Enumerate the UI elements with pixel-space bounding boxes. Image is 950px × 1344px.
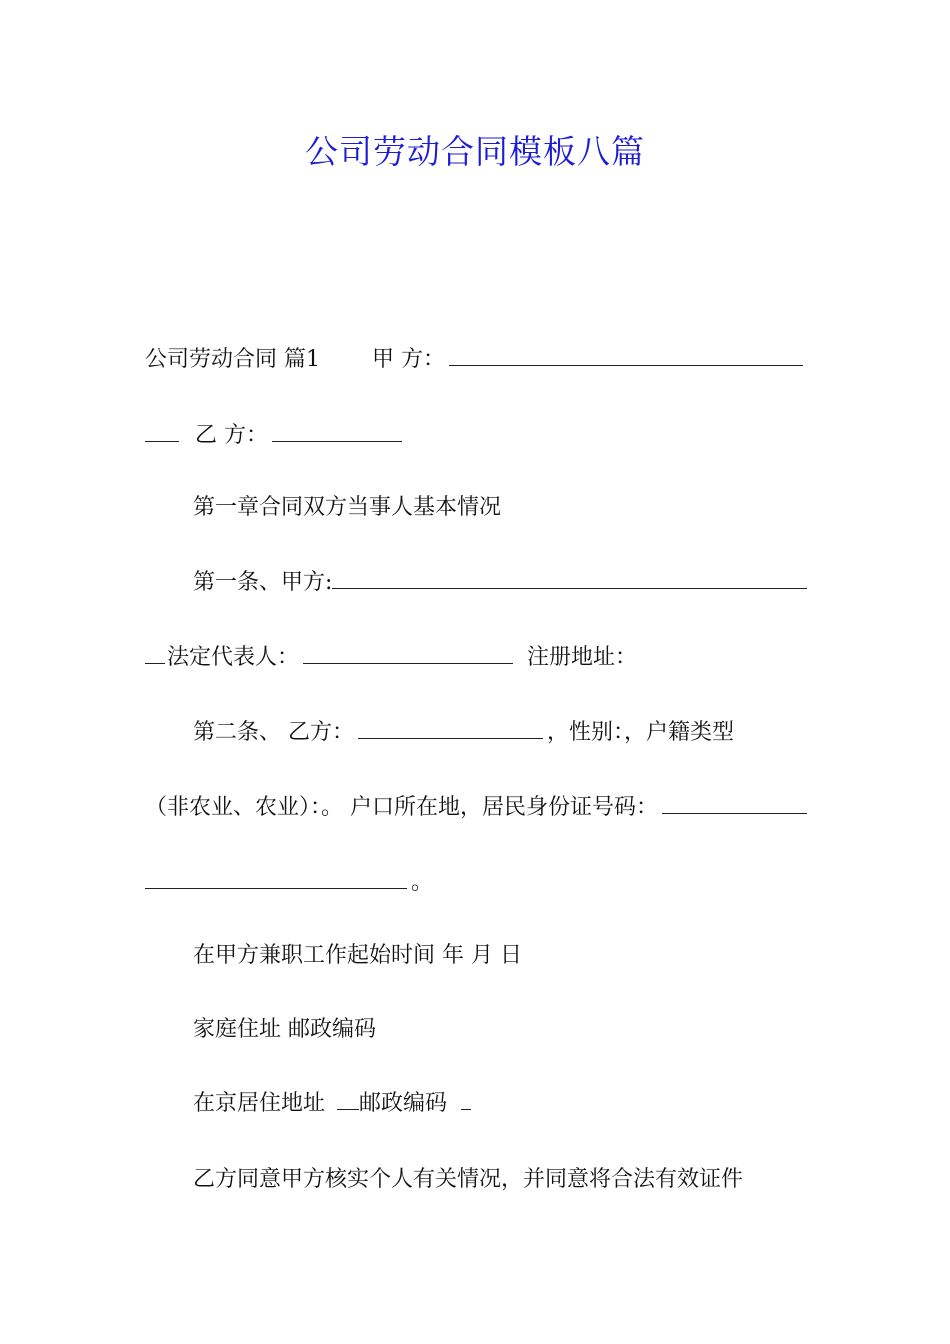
postal-code-label: 邮政编码 — [359, 1091, 448, 1116]
home-address-text: 家庭住址 邮政编码 — [193, 1017, 376, 1042]
line-party-a — [145, 342, 807, 378]
continuation-blank-2 — [145, 641, 165, 664]
registered-address-label: 注册地址： — [527, 645, 638, 670]
contract-chapter-label: 公司劳动合同 篇1 — [145, 347, 320, 372]
verification-line — [145, 1162, 807, 1198]
beijing-address-label: 在京居住地址 — [193, 1091, 326, 1116]
article-one — [145, 565, 807, 601]
legal-rep-label: 法定代表人： — [167, 645, 300, 670]
postal-code-blank — [461, 1087, 471, 1110]
party-b-blank — [272, 419, 402, 442]
party-a-label: 甲 方： — [372, 347, 445, 372]
party-b-label: 乙 方： — [195, 423, 268, 448]
start-date-line — [145, 938, 807, 974]
continuation-blank — [145, 419, 179, 442]
beijing-address-line — [145, 1086, 807, 1122]
chapter-heading — [145, 490, 807, 526]
id-number-blank-2 — [145, 866, 407, 889]
gender-hukou-label: ，性别：，户籍类型 — [547, 720, 735, 745]
hukou-id-label: （非农业、农业）：。 户口所在地，居民身份证号码： — [145, 795, 658, 820]
party-a-blank — [449, 343, 803, 366]
period-mark: 。 — [411, 870, 434, 895]
line-legal-rep — [145, 640, 807, 676]
article-one-label: 第一条、甲方: — [193, 570, 333, 595]
document-title: 公司劳动合同模板八篇 — [305, 132, 645, 171]
line-party-b — [145, 418, 807, 454]
id-number-blank-1 — [662, 791, 807, 814]
line-id-continue — [145, 865, 807, 901]
home-address-line — [145, 1012, 807, 1048]
verification-text: 乙方同意甲方核实个人有关情况，并同意将合法有效证件 — [193, 1167, 744, 1192]
article-two — [145, 715, 807, 751]
beijing-address-blank — [337, 1087, 359, 1110]
chapter-heading-text: 第一章合同双方当事人基本情况 — [193, 495, 502, 520]
start-date-text: 在甲方兼职工作起始时间 年 月 日 — [193, 943, 522, 968]
legal-rep-blank — [303, 641, 513, 664]
article-one-blank — [332, 566, 807, 589]
line-hukou — [145, 790, 807, 826]
party-b-name-blank — [358, 716, 543, 739]
article-two-label: 第二条、 乙方： — [193, 720, 354, 745]
